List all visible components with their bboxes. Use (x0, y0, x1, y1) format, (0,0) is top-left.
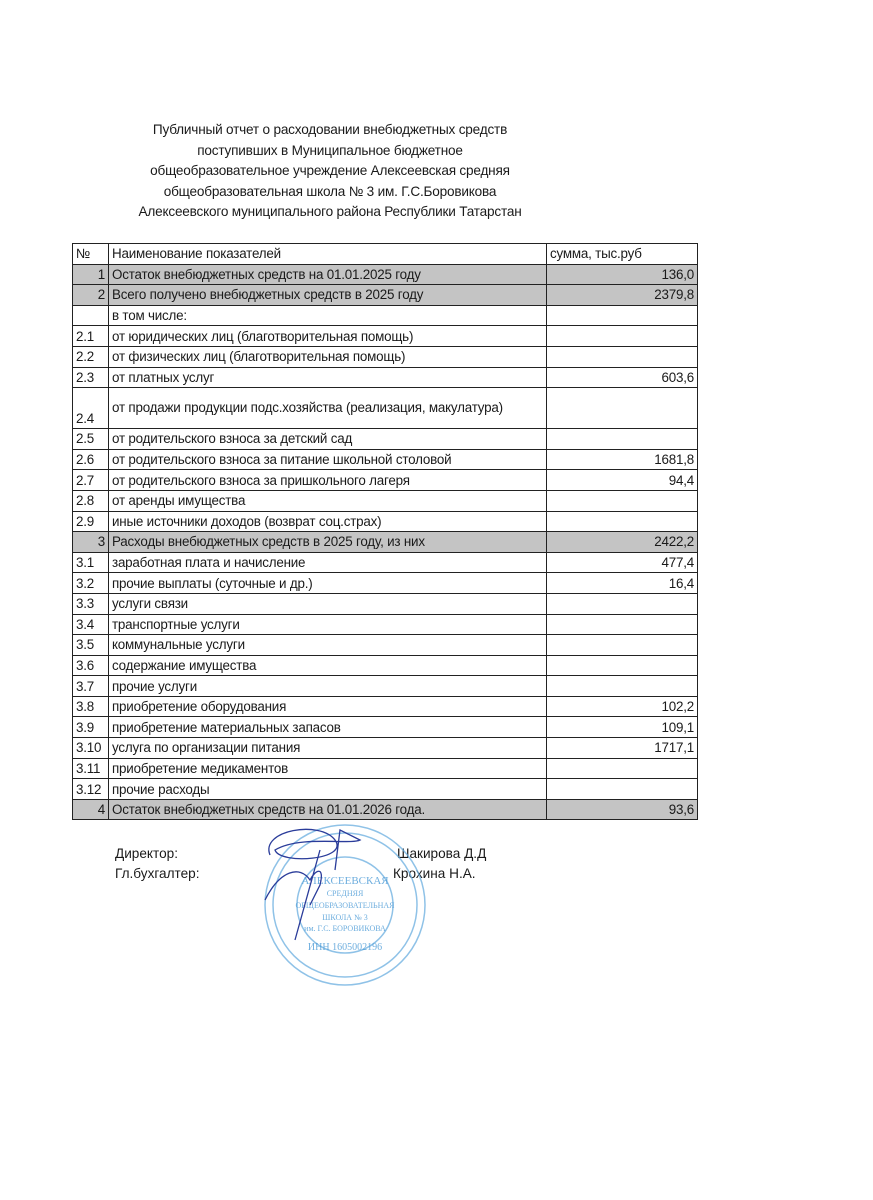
row-number (73, 305, 109, 326)
title-line: общеобразовательная школа № 3 им. Г.С.Боровикова (163, 183, 497, 199)
row-name: Всего получено внебюджетных средств в 2025 году (109, 285, 547, 306)
row-sum (547, 490, 698, 511)
row-sum (547, 779, 698, 800)
row-name: иные источники доходов (возврат соц.страх) (109, 511, 547, 532)
row-number: 2.6 (73, 449, 109, 470)
header-number: № (73, 244, 109, 265)
school-stamp (240, 810, 450, 990)
row-number: 2.8 (73, 490, 109, 511)
row-number: 2 (73, 285, 109, 306)
row-number: 2.1 (73, 326, 109, 347)
row-number: 2.7 (73, 470, 109, 491)
table-row (73, 470, 698, 491)
row-name: Остаток внебюджетных средств на 01.01.2026 года. (109, 799, 547, 820)
row-number: 3.1 (73, 552, 109, 573)
row-sum (547, 655, 698, 676)
title-line: общеобразовательное учреждение Алексеевская средняя (150, 163, 510, 179)
row-number: 3.8 (73, 696, 109, 717)
row-sum (547, 346, 698, 367)
row-name: услуга по организации питания (109, 738, 547, 759)
table-row (73, 346, 698, 367)
row-number: 3.5 (73, 635, 109, 656)
report-table (72, 243, 698, 820)
table-row (73, 532, 698, 553)
row-name: прочие выплаты (суточные и др.) (109, 573, 547, 594)
stamp-line: ОБЩЕОБРАЗОВАТЕЛЬНАЯ (295, 901, 395, 910)
row-sum: 2422,2 (547, 532, 698, 553)
report-title (90, 120, 570, 223)
row-name: от аренды имущества (109, 490, 547, 511)
table-row (73, 655, 698, 676)
row-sum: 16,4 (547, 573, 698, 594)
row-sum (547, 305, 698, 326)
row-sum (547, 758, 698, 779)
row-name: коммунальные услуги (109, 635, 547, 656)
row-number: 2.9 (73, 511, 109, 532)
row-name: от юридических лиц (благотворительная помощь) (109, 326, 547, 347)
accountant-label: Гл.бухгалтер: (115, 866, 200, 881)
table-row (73, 758, 698, 779)
table-row (73, 305, 698, 326)
header-sum: сумма, тыс.руб (547, 244, 698, 265)
row-sum: 603,6 (547, 367, 698, 388)
row-name: от физических лиц (благотворительная помощь) (109, 346, 547, 367)
row-name: приобретение материальных запасов (109, 717, 547, 738)
title-line: Публичный отчет о расходовании внебюджетных средств (152, 122, 508, 137)
table-row (73, 573, 698, 594)
row-number: 3.10 (73, 738, 109, 759)
row-name: от родительского взноса за детский сад (109, 429, 547, 450)
table-row (73, 285, 698, 306)
row-name: в том числе: (109, 305, 547, 326)
row-number: 4 (73, 799, 109, 820)
row-sum (547, 326, 698, 347)
row-number: 3.9 (73, 717, 109, 738)
row-sum: 109,1 (547, 717, 698, 738)
row-sum: 102,2 (547, 696, 698, 717)
table-row (73, 264, 698, 285)
table-row (73, 614, 698, 635)
row-number: 1 (73, 264, 109, 285)
stamp-line: ИНН 1605002196 (307, 942, 383, 953)
stamp-line: им. Г.С. БОРОВИКОВА (304, 924, 386, 933)
row-name: прочие расходы (109, 779, 547, 800)
row-name: услуги связи (109, 593, 547, 614)
row-number: 3.2 (73, 573, 109, 594)
table-row (73, 738, 698, 759)
row-sum: 1717,1 (547, 738, 698, 759)
row-sum (547, 635, 698, 656)
row-sum (547, 593, 698, 614)
stamp-line: ШКОЛА № 3 (322, 913, 368, 922)
row-sum (547, 676, 698, 697)
row-number: 3.3 (73, 593, 109, 614)
table-row (73, 429, 698, 450)
table-row (73, 593, 698, 614)
table-row (73, 388, 698, 429)
row-number: 3.11 (73, 758, 109, 779)
table-row (73, 326, 698, 347)
row-name: Остаток внебюджетных средств на 01.01.2025 году (109, 264, 547, 285)
table-row (73, 552, 698, 573)
row-name: содержание имущества (109, 655, 547, 676)
row-sum: 477,4 (547, 552, 698, 573)
row-number: 2.5 (73, 429, 109, 450)
row-number: 3.6 (73, 655, 109, 676)
row-name: приобретение оборудования (109, 696, 547, 717)
table-row (73, 779, 698, 800)
row-sum (547, 388, 698, 429)
stamp-line: СРЕДНЯЯ (326, 889, 364, 898)
row-number: 3.4 (73, 614, 109, 635)
row-name: от платных услуг (109, 367, 547, 388)
table-row (73, 490, 698, 511)
row-number: 3.7 (73, 676, 109, 697)
accountant-name: Крохина Н.А. (393, 866, 476, 881)
row-name: от родительского взноса за пришкольного лагеря (109, 470, 547, 491)
director-name: Шакирова Д.Д (397, 846, 487, 861)
row-sum (547, 614, 698, 635)
row-name: заработная плата и начисление (109, 552, 547, 573)
row-sum: 136,0 (547, 264, 698, 285)
row-sum: 2379,8 (547, 285, 698, 306)
table-row (73, 635, 698, 656)
table-row (73, 696, 698, 717)
table-row (73, 449, 698, 470)
table-header-row (73, 244, 698, 265)
table-row (73, 676, 698, 697)
title-line: поступивших в Муниципальное бюджетное (197, 142, 463, 158)
director-label: Директор: (115, 846, 178, 861)
table-row (73, 511, 698, 532)
header-name: Наименование показателей (109, 244, 547, 265)
row-number: 2.2 (73, 346, 109, 367)
table-row (73, 717, 698, 738)
stamp-line: АЛЕКСЕЕВСКАЯ (301, 875, 389, 887)
row-sum: 94,4 (547, 470, 698, 491)
row-name: Расходы внебюджетных средств в 2025 году, из них (109, 532, 547, 553)
row-sum: 1681,8 (547, 449, 698, 470)
row-number: 2.4 (73, 388, 109, 429)
row-number: 3.12 (73, 779, 109, 800)
row-name: от родительского взноса за питание школьной столовой (109, 449, 547, 470)
row-name: приобретение медикаментов (109, 758, 547, 779)
row-name: от продажи продукции подс.хозяйства (реализация, макулатура) (109, 388, 547, 429)
row-name: прочие услуги (109, 676, 547, 697)
row-sum (547, 429, 698, 450)
row-name: транспортные услуги (109, 614, 547, 635)
row-sum (547, 511, 698, 532)
row-number: 3 (73, 532, 109, 553)
table-row (73, 367, 698, 388)
row-number: 2.3 (73, 367, 109, 388)
row-sum: 93,6 (547, 799, 698, 820)
title-line: Алексеевского муниципального района Республики Татарстан (138, 204, 522, 220)
